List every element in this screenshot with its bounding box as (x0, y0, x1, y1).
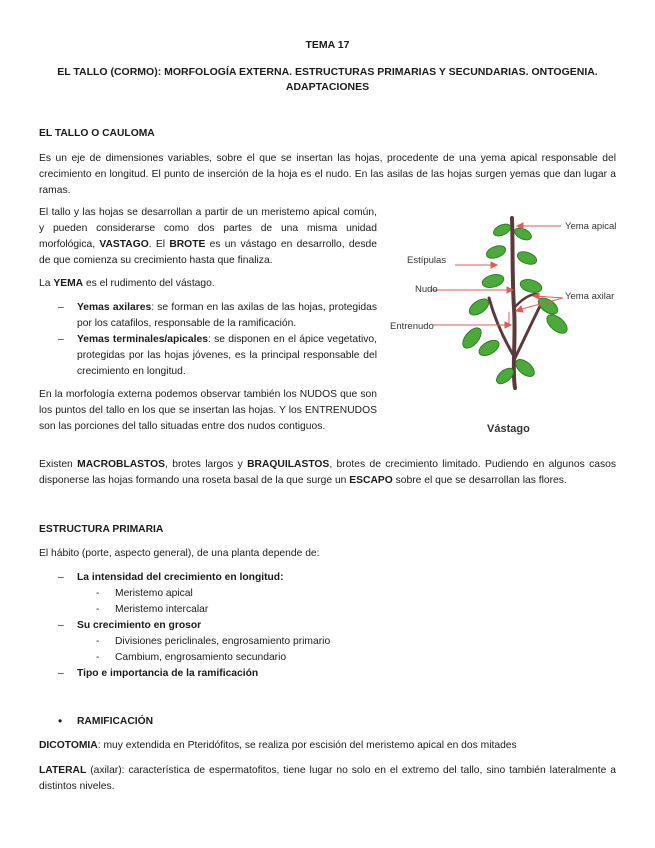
paragraph-dicotomia: DICOTOMIA: muy extendida en Pteridófitos, se realiza por escisión del meristemo apical en dos mitades (39, 740, 517, 751)
paragraph-habito: El hábito (porte, aspecto general), de una planta depende de: (39, 548, 320, 559)
label-estipulas: Estípulas (407, 255, 447, 266)
section-heading-estructura-primaria: ESTRUCTURA PRIMARIA (39, 524, 164, 535)
term-brote: BROTE (169, 239, 206, 250)
label-entrenudo: Entrenudo (390, 321, 434, 332)
label-yema-apical: Yema apical (565, 221, 617, 232)
paragraph-vastago: El tallo y las hojas se desarrollan a partir de un meristemo apical común, y pueden considerarse como dos partes de una misma unidad morfológica, VASTAGO. El BROTE es un vástago en desarrollo, desde de que comienza su crecimiento hasta que finaliza. (39, 207, 377, 266)
paragraph-macroblastos: Existen MACROBLASTOS, brotes largos y BRAQUILASTOS, brotes de crecimiento limitado. Pudiendo en algunos casos disponerse las hojas formando una roseta basal de la que surge un ESCAPO sobre el que se desarrollan las flores. (39, 459, 616, 486)
paragraph-nudos: En la morfología externa podemos observar también los NUDOS que son los puntos del tallo en los que se insertan las hojas. Y los ENTRENUDOS son las porciones del tallo situadas entre dos nudos contiguos. (39, 389, 377, 432)
sublist-item: Divisiones periclinales, engrosamiento primario (115, 636, 331, 647)
sublist-dash: - (96, 636, 100, 647)
list-dash: – (58, 668, 64, 679)
paragraph-yema: La YEMA es el rudimento del vástago. (39, 278, 215, 289)
tema-number: TEMA 17 (305, 39, 350, 51)
label-nudo: Nudo (415, 284, 438, 295)
list-dash: – (58, 302, 64, 313)
sublist-item: Cambium, engrosamiento secundario (115, 652, 287, 663)
figure-caption: Vástago (487, 423, 530, 435)
sublist-dash: - (96, 588, 100, 599)
term-vastago: VASTAGO (99, 239, 149, 250)
page-title-line2: ADAPTACIONES (285, 81, 370, 93)
sublist-dash: - (96, 652, 100, 663)
paragraph-definition: Es un eje de dimensiones variables, sobre el que se insertan las hojas, procedente de una yema apical responsable del crecimiento en longitud. El punto de inserción de la hoja es el nudo. En las asilas de las hojas surgen yemas que dan lugar a ramas. (39, 153, 616, 196)
list-item-yemas-terminales: Yemas terminales/apicales: se disponen en el ápice vegetativo, protegidas por las hojas jóvenes, es la principal responsable del crecimiento en longitud. (77, 334, 377, 377)
sublist-item: Meristemo apical (115, 588, 193, 599)
vastago-diagram (385, 208, 625, 440)
page-title-line1: EL TALLO (CORMO): MORFOLOGÍA EXTERNA. ESTRUCTURAS PRIMARIAS Y SECUNDARIAS. ONTOGENIA. (57, 66, 598, 78)
section-heading-ramificacion: RAMIFICACIÓN (77, 716, 154, 727)
term-yema: YEMA (53, 278, 84, 289)
list-dash: – (58, 572, 64, 583)
list-item-crecimiento-grosor: Su crecimiento en grosor (77, 620, 202, 631)
sublist-dash: - (96, 604, 100, 615)
section-heading-tallo: EL TALLO O CAULOMA (39, 128, 155, 139)
habito-list (0, 570, 600, 685)
list-dash: – (58, 334, 64, 345)
sublist-item: Meristemo intercalar (115, 604, 209, 615)
plant-illustration (459, 218, 570, 388)
label-yema-axilar: Yema axilar (565, 291, 615, 302)
list-item-yemas-axilares: Yemas axilares: se forman en las axilas de las hojas, protegidas por los catafilos, responsable de la ramificación. (77, 302, 378, 329)
bullet-icon: • (58, 714, 63, 728)
list-item-crecimiento-longitud: La intensidad del crecimiento en longitud: (77, 572, 284, 583)
list-item-ramificacion: Tipo e importancia de la ramificación (77, 668, 259, 679)
paragraph-lateral: LATERAL (axilar): característica de espermatofitos, tiene lugar no solo en el extremo del tallo, sino también lateralmente a distintos niveles. (39, 765, 616, 792)
list-dash: – (58, 620, 64, 631)
yemas-list (0, 300, 385, 380)
